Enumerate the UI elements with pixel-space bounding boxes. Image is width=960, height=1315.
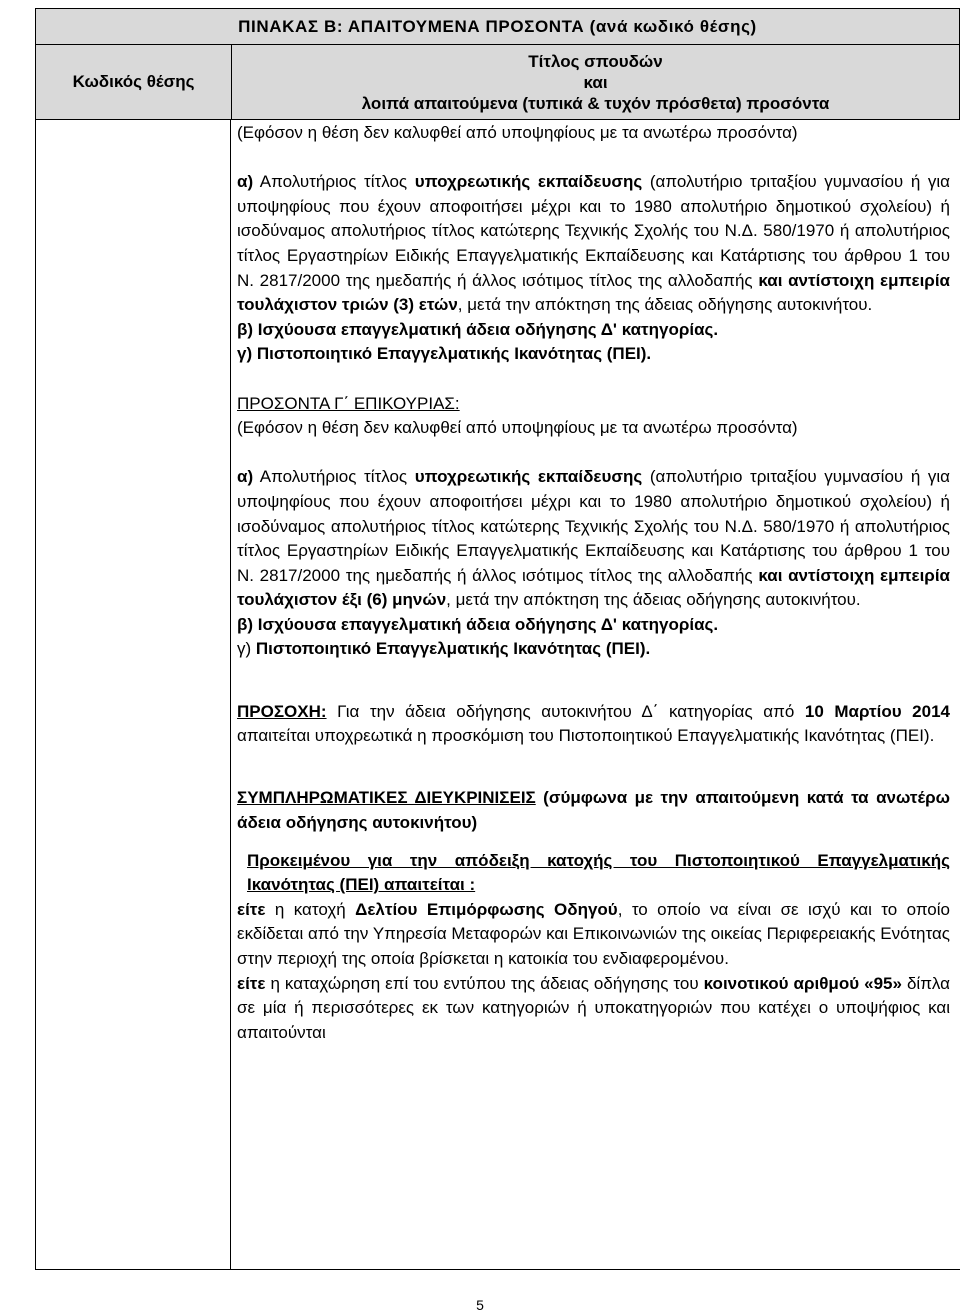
- section-c-heading: ΠΡΟΣΟΝΤΑ Γ΄ ΕΠΙΚΟΥΡΙΑΣ:: [237, 393, 460, 413]
- option-text: , το οποίο να είναι σε ισχύ και το οποίο εκδίδεται από την Υπηρεσία Μεταφορών και Επικοινωνιών της οικείας Περιφερειακής Ενότητας στην περιοχή της οποία βρίσκεται η κατοικία του ενδιαφερομένου.: [237, 899, 950, 968]
- table-border-left: [35, 8, 36, 1270]
- section-c-item-c: [237, 637, 950, 662]
- clarification-option-1: [237, 898, 950, 972]
- clarifications-subtitle: (σύμφωνα με την απαιτούμενη κατά τα ανωτέρω άδεια οδήγησης αυτοκινήτου): [237, 788, 950, 833]
- column-header-line-2: και: [583, 72, 608, 92]
- requirements-table-header: [35, 8, 960, 120]
- clarifications-title: ΣΥΜΠΛΗΡΩΜΑΤΙΚΕΣ ΔΙΕΥΚΡΙΝΙΣΕΙΣ: [237, 788, 536, 808]
- item-a-experience: και αντίστοιχη εμπειρία τουλάχιστον τριών (3) ετών: [237, 270, 950, 315]
- section-c-item-a: [237, 465, 950, 613]
- item-a-text: , μετά την απόκτηση της άδειας οδήγησης αυτοκινήτου.: [457, 295, 873, 315]
- table-border-bottom: [35, 1269, 960, 1270]
- section-b-item-a: [237, 170, 950, 318]
- option-document: Δελτίου Επιμόρφωσης Οδηγού: [355, 899, 618, 919]
- section-c-fallback: (Εφόσον η θέση δεν καλυφθεί από υποψηφίους με τα ανωτέρω προσόντα): [237, 418, 798, 438]
- item-c-label: γ): [237, 639, 252, 659]
- column-header-line-1: Τίτλος σπουδών: [528, 51, 663, 71]
- item-a-text: Απολυτήριος τίτλος: [253, 467, 415, 487]
- table-column-divider: [230, 118, 231, 1270]
- attention-note: [237, 700, 950, 749]
- item-a-emphasis: υποχρεωτικής εκπαίδευσης: [414, 467, 643, 487]
- item-a-text: Απολυτήριος τίτλος: [253, 172, 415, 192]
- clarifications-intro: Προκειμένου για την απόδειξη κατοχής του Πιστοποιητικού Επαγγελματικής Ικανότητας (ΠΕΙ) απαιτείται :: [247, 850, 950, 895]
- column-header-qualifications: [232, 45, 960, 120]
- item-a-experience: και αντίστοιχη εμπειρία τουλάχιστον έξι (6) μηνών: [237, 565, 950, 610]
- option-text: η κατοχή: [265, 899, 356, 919]
- qualifications-cell: [237, 121, 950, 1045]
- item-a-text: (απολυτήριο τριταξίου γυμνασίου ή για υποψηφίους που έχουν αποφοιτήσει μέχρι και το 1980 απολυτήριο δημοτικού σχολείου) ή ισοδύναμος απολυτήριος τίτλος κατώτερης Τεχνικής Σχολής του Ν.Δ. 580/1970 ή απολυτήριος τίτλος Εργαστηρίων Ειδικής Επαγγελματικής Εκπαίδευσης και Κατάρτισης του άρθρου 1 του Ν. 2817/2000 της ημεδαπής ή άλλος ισότιμος τίτλος της αλλοδαπής: [237, 467, 950, 585]
- option-keyword: είτε: [237, 899, 266, 919]
- section-b-item-b: β) Ισχύουσα επαγγελματική άδεια οδήγησης Δ' κατηγορίας.: [237, 319, 719, 339]
- attention-label: ΠΡΟΣΟΧΗ:: [237, 701, 327, 721]
- section-c-item-b: β) Ισχύουσα επαγγελματική άδεια οδήγησης Δ' κατηγορίας.: [237, 614, 719, 634]
- item-a-text: , μετά την απόκτηση της άδειας οδήγησης αυτοκινήτου.: [446, 590, 861, 610]
- attention-date: 10 Μαρτίου 2014: [804, 701, 950, 721]
- column-header-position-code: Κωδικός θέσης: [36, 45, 232, 120]
- item-a-emphasis: υποχρεωτικής εκπαίδευσης: [414, 172, 643, 192]
- item-a-text: (απολυτήριο τριταξίου γυμνασίου ή για υποψηφίους που έχουν αποφοιτήσει μέχρι και το 1980 απολυτήριο δημοτικού σχολείου) ή ισοδύναμος απολυτήριος τίτλος κατώτερης Τεχνικής Σχολής του Ν.Δ. 580/1970 ή απολυτήριος τίτλος Εργαστηρίων Ειδικής Επαγγελματικής Εκπαίδευσης και Κατάρτισης του άρθρου 1 του Ν. 2817/2000 της ημεδαπής ή άλλος ισότιμος τίτλος της αλλοδαπής: [237, 172, 950, 290]
- page-number: 5: [476, 1297, 484, 1313]
- option-code: κοινοτικού αριθμού «95»: [703, 973, 902, 993]
- column-header-line-3: λοιπά απαιτούμενα (τυπικά & τυχόν πρόσθετα) προσόντα: [361, 93, 830, 113]
- attention-text: απαιτείται υποχρεωτικά η προσκόμιση του Πιστοποιητικού Επαγγελματικής Ικανότητας (ΠΕΙ).: [237, 726, 935, 746]
- item-a-label: α): [237, 172, 254, 192]
- option-text: η καταχώρηση επί του εντύπου της άδειας οδήγησης του: [265, 973, 704, 993]
- section-b-fallback: (Εφόσον η θέση δεν καλυφθεί από υποψηφίους με τα ανωτέρω προσόντα): [237, 123, 798, 142]
- option-text: δίπλα σε μία ή περισσότερες εκ των κατηγοριών ή υποκατηγοριών που κατέχει ο υποψήφιος και απαιτούνται: [237, 973, 950, 1042]
- table-title: ΠΙΝΑΚΑΣ Β: ΑΠΑΙΤΟΥΜΕΝΑ ΠΡΟΣΟΝΤΑ (ανά κωδικό θέσης): [36, 9, 960, 45]
- clarification-option-2: [237, 972, 950, 1046]
- attention-text: Για την άδεια οδήγησης αυτοκινήτου Δ΄ κατηγορίας από: [326, 701, 805, 721]
- section-b-item-c: γ) Πιστοποιητικό Επαγγελματικής Ικανότητας (ΠΕΙ).: [237, 344, 652, 364]
- item-a-label: α): [237, 467, 254, 487]
- option-keyword: είτε: [237, 973, 266, 993]
- clarifications-heading: [237, 786, 950, 835]
- item-c-text: Πιστοποιητικό Επαγγελματικής Ικανότητας (ΠΕΙ).: [251, 639, 651, 659]
